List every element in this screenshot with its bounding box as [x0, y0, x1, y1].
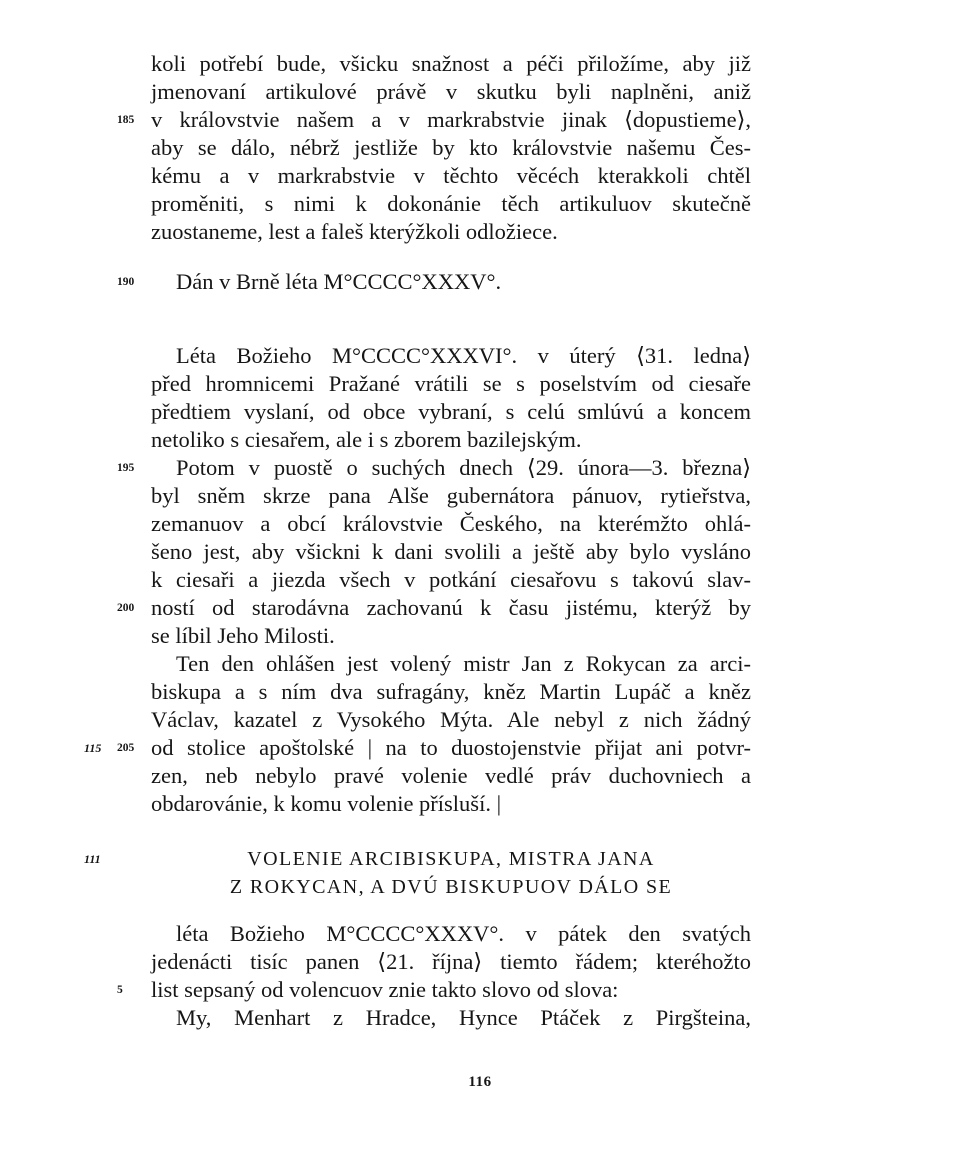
text-line: se líbil Jeho Milosti. [151, 623, 335, 648]
text-line: My, Menhart z Hradce, Hynce Ptáček z Pirgšteina, [176, 1005, 751, 1030]
text-line: od stolice apoštolské | na to duostojenstvie přijat ani potvr- [151, 735, 751, 760]
margin-page-ref: 115 [84, 741, 102, 755]
text-line: Potom v puostě o suchých dnech ⟨29. února—3. března⟩ [176, 455, 751, 480]
text-line: ností od starodávna zachovanú k času jistému, kterýž by [151, 595, 751, 620]
text-line: předtiem vyslaní, od obce vybraní, s celú smlúvú a koncem [151, 399, 751, 424]
text-line: byl sněm skrze pana Alše gubernátora pánuov, rytieřstva, [151, 483, 751, 508]
line-number: 205 [117, 742, 135, 754]
text-line: před hromnicemi Pražané vrátili se s poselstvím od ciesaře [151, 371, 751, 396]
text-line: aby se dálo, nébrž jestliže by kto královstvie našemu Čes- [151, 135, 751, 160]
text-line: Ten den ohlášen jest volený mistr Jan z Rokycan za arci- [176, 651, 751, 676]
text-line: jedenácti tisíc panen ⟨21. října⟩ tiemto řádem; kteréhožto [151, 949, 751, 974]
text-line: k ciesaři a jiezda všech v potkání ciesařovu s takovú slav- [151, 567, 751, 592]
text-line: zen, neb nebylo pravé volenie vedlé práv duchovniech a [151, 763, 751, 788]
dating-clause: Dán v Brně léta M°CCCC°XXXV°. [176, 269, 502, 294]
line-number: 195 [117, 462, 135, 474]
text-line: proměniti, s nimi k dokonánie těch artikuluov skutečně [151, 191, 751, 216]
text-line: zemanuov a obcí královstvie Českého, na kterémžto ohlá- [151, 511, 751, 536]
text-line: v královstvie našem a v markrabstvie jinak ⟨dopustieme⟩, [151, 107, 751, 132]
line-number: 5 [117, 984, 123, 996]
text-line: Václav, kazatel z Vysokého Mýta. Ale nebyl z nich žádný [151, 707, 751, 732]
text-line: koli potřebí bude, všicku snažnost a péči přiložíme, aby již [151, 51, 751, 76]
text-line: Léta Božieho M°CCCC°XXXVI°. v úterý ⟨31. ledna⟩ [176, 343, 751, 368]
text-line: obdarovánie, k komu volenie přísluší. | [151, 791, 502, 816]
text-line: netoliko s ciesařem, ale i s zborem bazilejským. [151, 427, 582, 452]
text-line: biskupa a s ním dva sufragány, kněz Martin Lupáč a kněz [151, 679, 751, 704]
text-line: kému a v markrabstvie v těchto věcéch kterakkoli chtěl [151, 163, 751, 188]
line-number: 185 [117, 114, 135, 126]
text-line: šeno jest, aby všickni k dani svolili a ještě aby bylo vysláno [151, 539, 751, 564]
text-line: jmenovaní artikulové právě v skutku byli naplněni, aniž [151, 79, 751, 104]
line-number: 190 [117, 276, 135, 288]
section-heading-line2: Z ROKYCAN, A DVÚ BISKUPUOV DÁLO SE [229, 876, 673, 898]
text-line: list sepsaný od volencuov znie takto slovo od slova: [151, 977, 619, 1002]
page-number: 116 [468, 1074, 492, 1090]
section-heading-line1: VOLENIE ARCIBISKUPA, MISTRA JANA [247, 848, 655, 870]
line-number: 200 [117, 602, 135, 614]
text-line: zuostaneme, lest a faleš kterýžkoli odložiece. [151, 219, 558, 244]
text-line: léta Božieho M°CCCC°XXXV°. v pátek den svatých [176, 921, 751, 946]
margin-page-ref: 111 [84, 852, 101, 866]
